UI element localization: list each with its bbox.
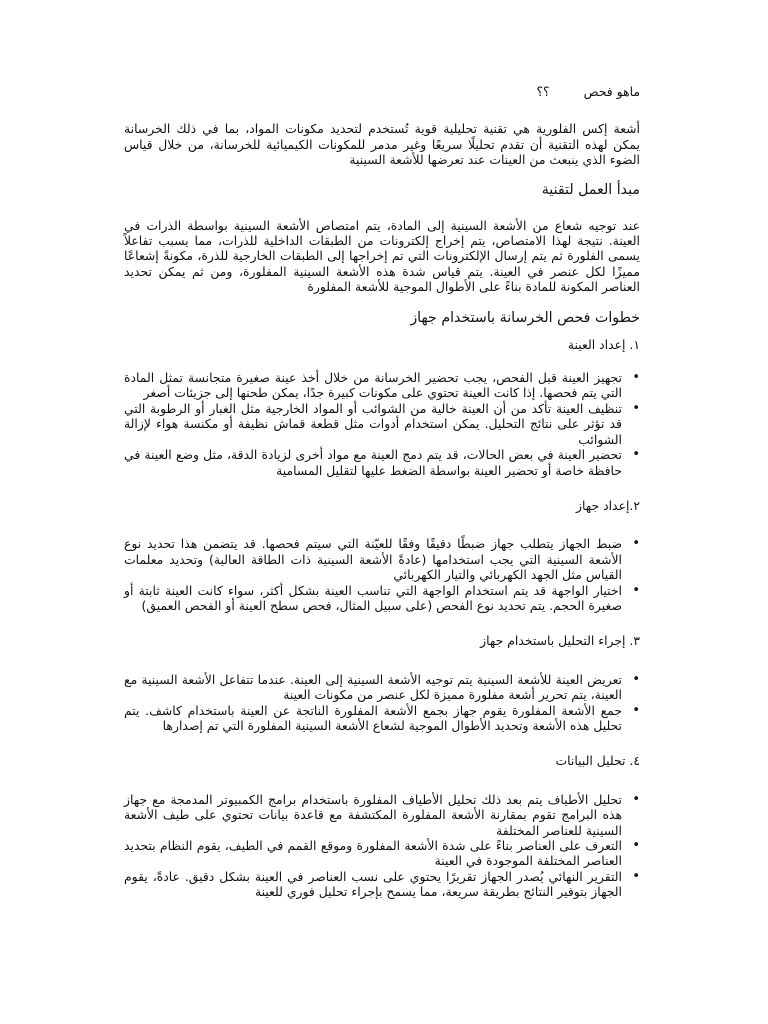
list-item <box>124 370 640 401</box>
bullet-icon: • <box>632 671 640 687</box>
bullet-icon: • <box>632 838 640 853</box>
list-item-text: تعريض العينة للأشعة السينية يتم توجيه الأشعة السينية إلى العينة. عندما تتفاعل الأشعة السينية مع العينة، يتم تحرير أشعة مفلورة مميزة لكل عنصر من مكونات العينة <box>124 671 622 703</box>
bullet-icon: • <box>632 702 640 718</box>
list-item-text: ضبط الجهاز يتطلب جهاز ضبطًا دقيقًا وفقًا للعيّنة التي سيتم فحصها. قد يتضمن هذا تحديد نوع الأشعة السينية التي يجب استخدامها (عادةً الأشعة السينية ذات الطاقة العالية) وتحديد معلمات القياس مثل الجهد الكهربائي والتيار الكهربائي <box>124 536 622 583</box>
bullet-icon: • <box>632 370 640 386</box>
bullet-icon: • <box>632 868 640 884</box>
list-item-text: اختيار الواجهة قد يتم استخدام الواجهة التي تناسب العينة بشكل أكثر، سواء كانت العينة ثابتة أو صغيرة الحجم. يتم تحديد نوع الفحص (على سبيل المثال، فحص سطح العينة أو الفحص العميق) <box>124 582 622 613</box>
bullet-icon: • <box>632 536 640 552</box>
list-item <box>124 838 640 869</box>
bullet-list <box>124 672 640 734</box>
list-item <box>124 536 640 583</box>
list-item-text: التقرير النهائي يُصدر الجهاز تقريرًا يحتوي على نسب العناصر في العينة بشكل دقيق. عادةً، يقوم الجهاز بتوفير النتائج بطريقة سريعة، مما يسمح بإجراء تحليل فوري للعينة <box>124 868 622 900</box>
principle-paragraph: عند توجيه شعاع من الأشعة السينية إلى المادة، يتم امتصاص الأشعة السينية بواسطة الذرات في العينة. نتيجة لهذا الامتصاص، يتم إخراج إلكترونات من الطبقات الداخلية للذرات، مما يسبب تفاعلاً يسمى الفلورة ثم يتم إرسال الإلكترونات التي تم إخراجها إلى الطبقات الخارجية للذرة، مكونةً إشعاعًا مميزًا لكل عنصر في العينة. يتم قياس شدة هذه الأشعة السينية المفلورة، ومن ثم يمكن تحديد العناصر المكونة للمادة بناءً على الأطوال الموجية للأشعة المفلورة <box>124 217 640 295</box>
steps-heading: خطوات فحص الخرسانة باستخدام جهاز <box>410 309 640 326</box>
section-title: ٢.إعداد جهاز <box>576 497 640 513</box>
bullet-icon: • <box>632 791 640 807</box>
list-item <box>124 702 640 734</box>
list-item-text: تحضير العينة في بعض الحالات، قد يتم دمج العينة مع مواد أخرى لزيادة الدقة، مثل وضع العينة في حافظة خاصة أو تحضير العينة بواسطة الضغط عليها لتقليل المسامية <box>124 447 622 478</box>
list-item-text: تنظيف العينة تأكد من أن العينة خالية من الشوائب أو المواد الخارجية مثل الغبار أو الرطوبة التي قد تؤثر على نتائج التحليل. يمكن استخدام أدوات مثل قطعة قماش نظيفة أو مكنسة هواء لإزالة الشوائب <box>124 400 622 447</box>
question-marks: ؟؟ <box>536 84 550 99</box>
list-item <box>124 582 640 614</box>
list-item-text: تحليل الأطياف يتم بعد ذلك تحليل الأطياف المفلورة باستخدام برامج الكمبيوتر المدمجة مع جهاز هذه البرامج تقوم بمقارنة الأشعة المفلورة المكتشفة مع قاعدة بيانات تحتوي على طيف الأشعة السينية للعناصر المختلفة <box>124 791 622 838</box>
list-item-text: التعرف على العناصر بناءً على شدة الأشعة المفلورة وموقع القمم في الطيف، يقوم النظام بتحديد العناصر المختلفة الموجودة في العينة <box>124 838 622 869</box>
list-item-text: جمع الأشعة المفلورة يقوم جهاز بجمع الأشعة المفلورة الناتجة عن العينة باستخدام كاشف. يتم تحليل هذه الأشعة وتحديد الأطوال الموجية لشعاع الأشعة السينية المفلورة التي تم إصدارها <box>124 702 622 733</box>
list-item <box>124 447 640 478</box>
list-item <box>124 868 640 900</box>
question-line <box>124 84 640 99</box>
question-label: ماهو فحص <box>583 84 640 99</box>
intro-paragraph: أشعة إكس الفلورية هي تقنية تحليلية قوية تُستخدم لتحديد مكونات المواد، بما في ذلك الخرسانة يمكن لهذه التقنية أن تقدم تحليلًا سريعًا وغير مدمر للمكونات الكيميائية للخرسانة، من خلال قياس الضوء الذي ينبعث من العينات عند تعرضها للأشعة السينية <box>124 121 640 168</box>
list-item <box>124 400 640 447</box>
bullet-list <box>124 792 640 900</box>
section-title: ٤. تحليل البيانات <box>555 753 640 769</box>
list-item-text: تجهيز العينة قبل الفحص، يجب تحضير الخرسانة من خلال أخذ عينة صغيرة متجانسة تمثل المادة التي يتم فحصها. إذا كانت العينة تحتوي على مكونات كبيرة جدًا، يمكن طحنها إلى جزيئات أصغر <box>124 370 622 401</box>
bullet-icon: • <box>632 447 640 463</box>
bullet-list <box>124 536 640 613</box>
list-item <box>124 671 640 703</box>
bullet-icon: • <box>632 582 640 598</box>
bullet-list <box>124 370 640 478</box>
bullet-icon: • <box>632 400 640 416</box>
principle-heading: مبدأ العمل لتقنية <box>541 181 640 198</box>
list-item <box>124 791 640 838</box>
section-title: ١. إعداد العينة <box>567 336 640 352</box>
section-title: ٣. إجراء التحليل باستخدام جهاز <box>480 633 640 649</box>
